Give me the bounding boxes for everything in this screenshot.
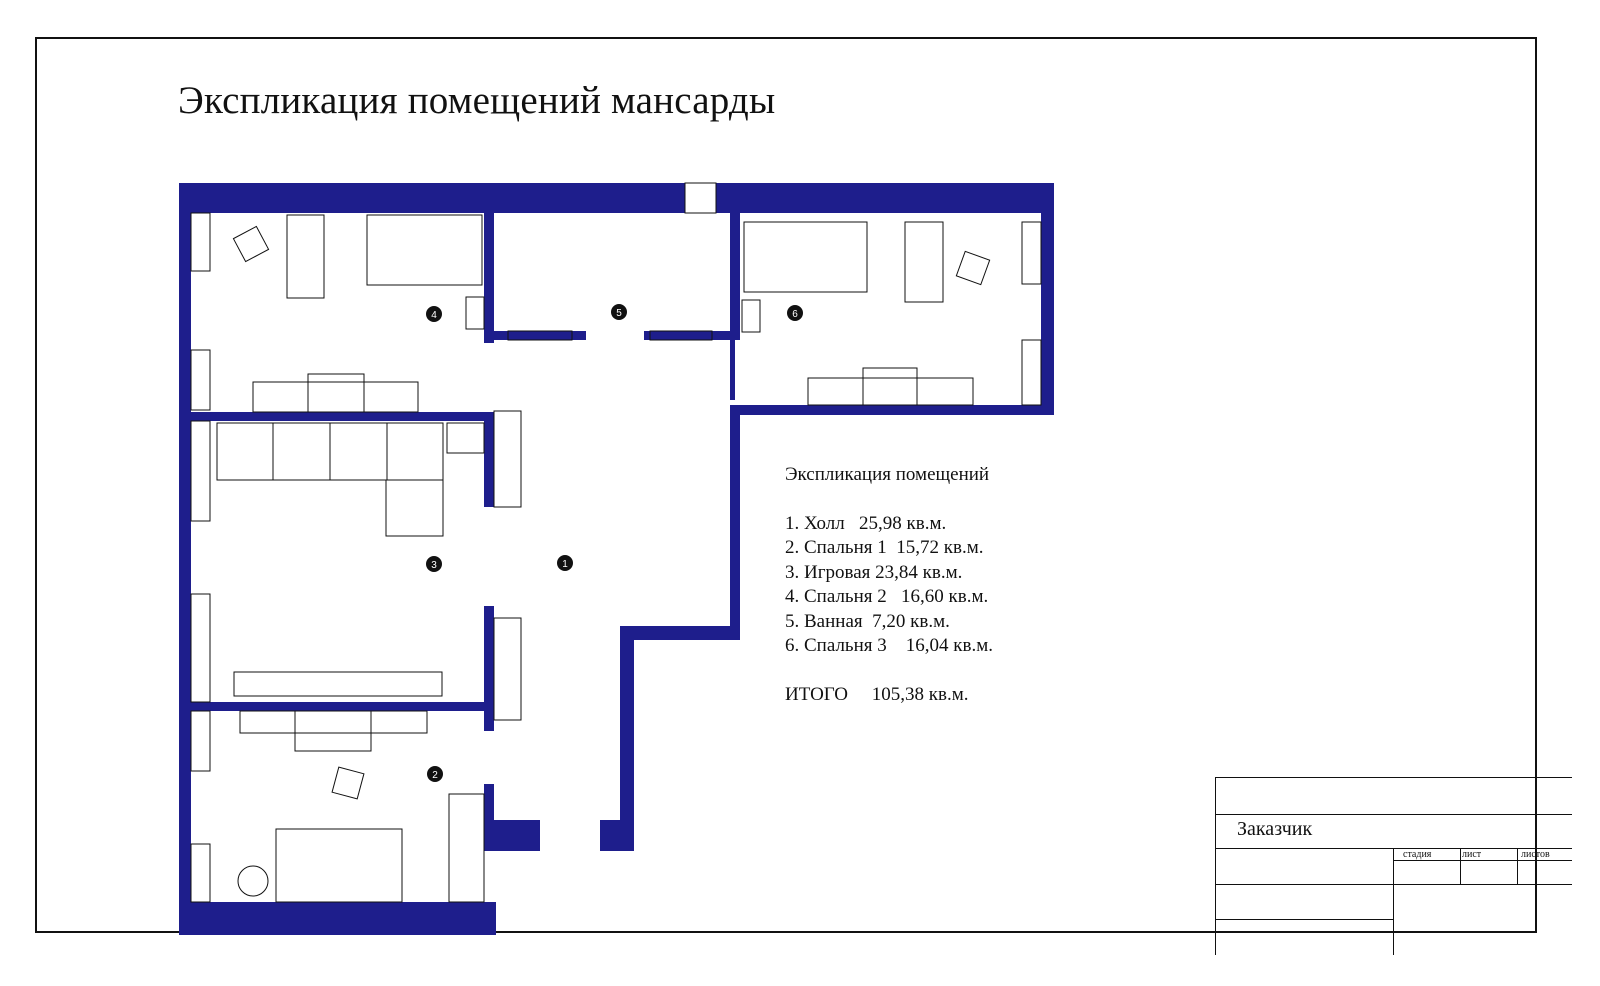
room-marker-4-label: 4 [431, 310, 437, 321]
wardrobe-room6 [808, 378, 973, 405]
wall-hall-lower [620, 626, 634, 851]
legend-item: 4. Спальня 2 16,60 кв.м. [785, 586, 989, 607]
cabinet-room6 [742, 300, 760, 332]
cabinet-room3 [447, 423, 484, 453]
room-marker-6 [787, 305, 803, 321]
room-marker-1-label: 1 [562, 559, 568, 570]
legend-item: 5. Ванная 7,20 кв.м. [785, 610, 950, 632]
bed-room6 [744, 222, 867, 292]
window-right-2 [1022, 340, 1041, 405]
window-left-1 [191, 213, 210, 271]
wall-room4-right [484, 213, 494, 343]
legend [785, 463, 993, 707]
customer-label: Заказчик [1237, 818, 1313, 840]
legend-heading: Экспликация помещений [785, 464, 990, 485]
window-left-6 [191, 844, 210, 902]
window-left-4 [191, 594, 210, 702]
bed-room4 [367, 215, 482, 285]
wall-hall-step [620, 626, 740, 640]
hall-cabinet-2 [494, 618, 521, 720]
title-block-line [1215, 919, 1393, 920]
wardrobe-room4 [253, 382, 418, 412]
wall-left [179, 183, 191, 935]
wall-hall-bottom-right [600, 820, 634, 851]
cabinet-room4 [466, 297, 484, 329]
sheets-label: листов [1521, 849, 1550, 860]
window-left-2 [191, 350, 210, 410]
room-marker-1 [557, 555, 573, 571]
wall-room4-bottom [191, 412, 494, 421]
title-block-line [1215, 777, 1572, 778]
title-block-line [1215, 814, 1572, 815]
wall-right [1041, 183, 1054, 415]
title-block-line [1517, 848, 1518, 884]
wall-room6-left [730, 340, 735, 400]
wall-room3-right-lower [484, 606, 494, 731]
desk-room2 [295, 711, 371, 751]
sheet-label: лист [1462, 849, 1482, 860]
stage-label: стадия [1403, 849, 1432, 860]
page-title: Экспликация помещений мансарды [178, 79, 776, 122]
title-block-line [1393, 860, 1572, 861]
wall-bath-right [730, 213, 740, 340]
title-block-line [1393, 848, 1394, 955]
wall-room3-bottom [191, 702, 494, 711]
chair-room6 [956, 251, 989, 284]
hall-cabinet-1 [494, 411, 521, 507]
desk-room6 [905, 222, 943, 302]
wardrobe-room2 [240, 711, 427, 733]
legend-item: 6. Спальня 3 16,04 кв.м. [785, 635, 993, 656]
room-marker-5 [611, 304, 627, 320]
room-marker-6-label: 6 [792, 309, 798, 320]
legend-total: ИТОГО 105,38 кв.м. [785, 683, 969, 705]
wall-bath-bottom-right [644, 331, 730, 340]
wall-room6-bottom [740, 405, 1054, 415]
room-marker-4 [426, 306, 442, 322]
title-block-line [1215, 777, 1216, 955]
legend-item: 1. Холл 25,98 кв.м. [785, 512, 947, 534]
chair-room2 [332, 767, 364, 799]
window-left-5 [191, 711, 210, 771]
room-marker-2-label: 2 [432, 770, 438, 781]
wall-hall-bottom-left [484, 820, 540, 851]
wardrobe-room6-mid [863, 368, 917, 405]
window-left-3 [191, 421, 210, 521]
tv-stand-room3 [234, 672, 442, 696]
chair-room4 [233, 226, 268, 261]
desk-room4 [287, 215, 324, 298]
pouf-room2 [238, 866, 268, 896]
room-marker-2 [427, 766, 443, 782]
room-marker-3 [426, 556, 442, 572]
window-right-1 [1022, 222, 1041, 284]
room-marker-5-label: 5 [616, 308, 622, 319]
wall-room3-right-upper [484, 412, 494, 507]
wall-hall-right [730, 405, 740, 640]
wall-bottom [179, 902, 496, 935]
wall-room2-right [484, 784, 494, 824]
cabinet-room2 [449, 794, 484, 902]
wardrobe-room4-mid [308, 374, 364, 412]
title-block-line [1460, 848, 1461, 884]
bed-room2 [276, 829, 402, 902]
wall-top-right [716, 183, 1054, 213]
sofa-corner-room3 [386, 480, 443, 536]
window-top [685, 183, 716, 213]
title-block [1215, 777, 1572, 955]
legend-item: 2. Спальня 1 15,72 кв.м. [785, 537, 984, 558]
legend-item: 3. Игровая 23,84 кв.м. [785, 561, 963, 583]
room-marker-3-label: 3 [431, 560, 437, 571]
wall-top-left [179, 183, 685, 213]
